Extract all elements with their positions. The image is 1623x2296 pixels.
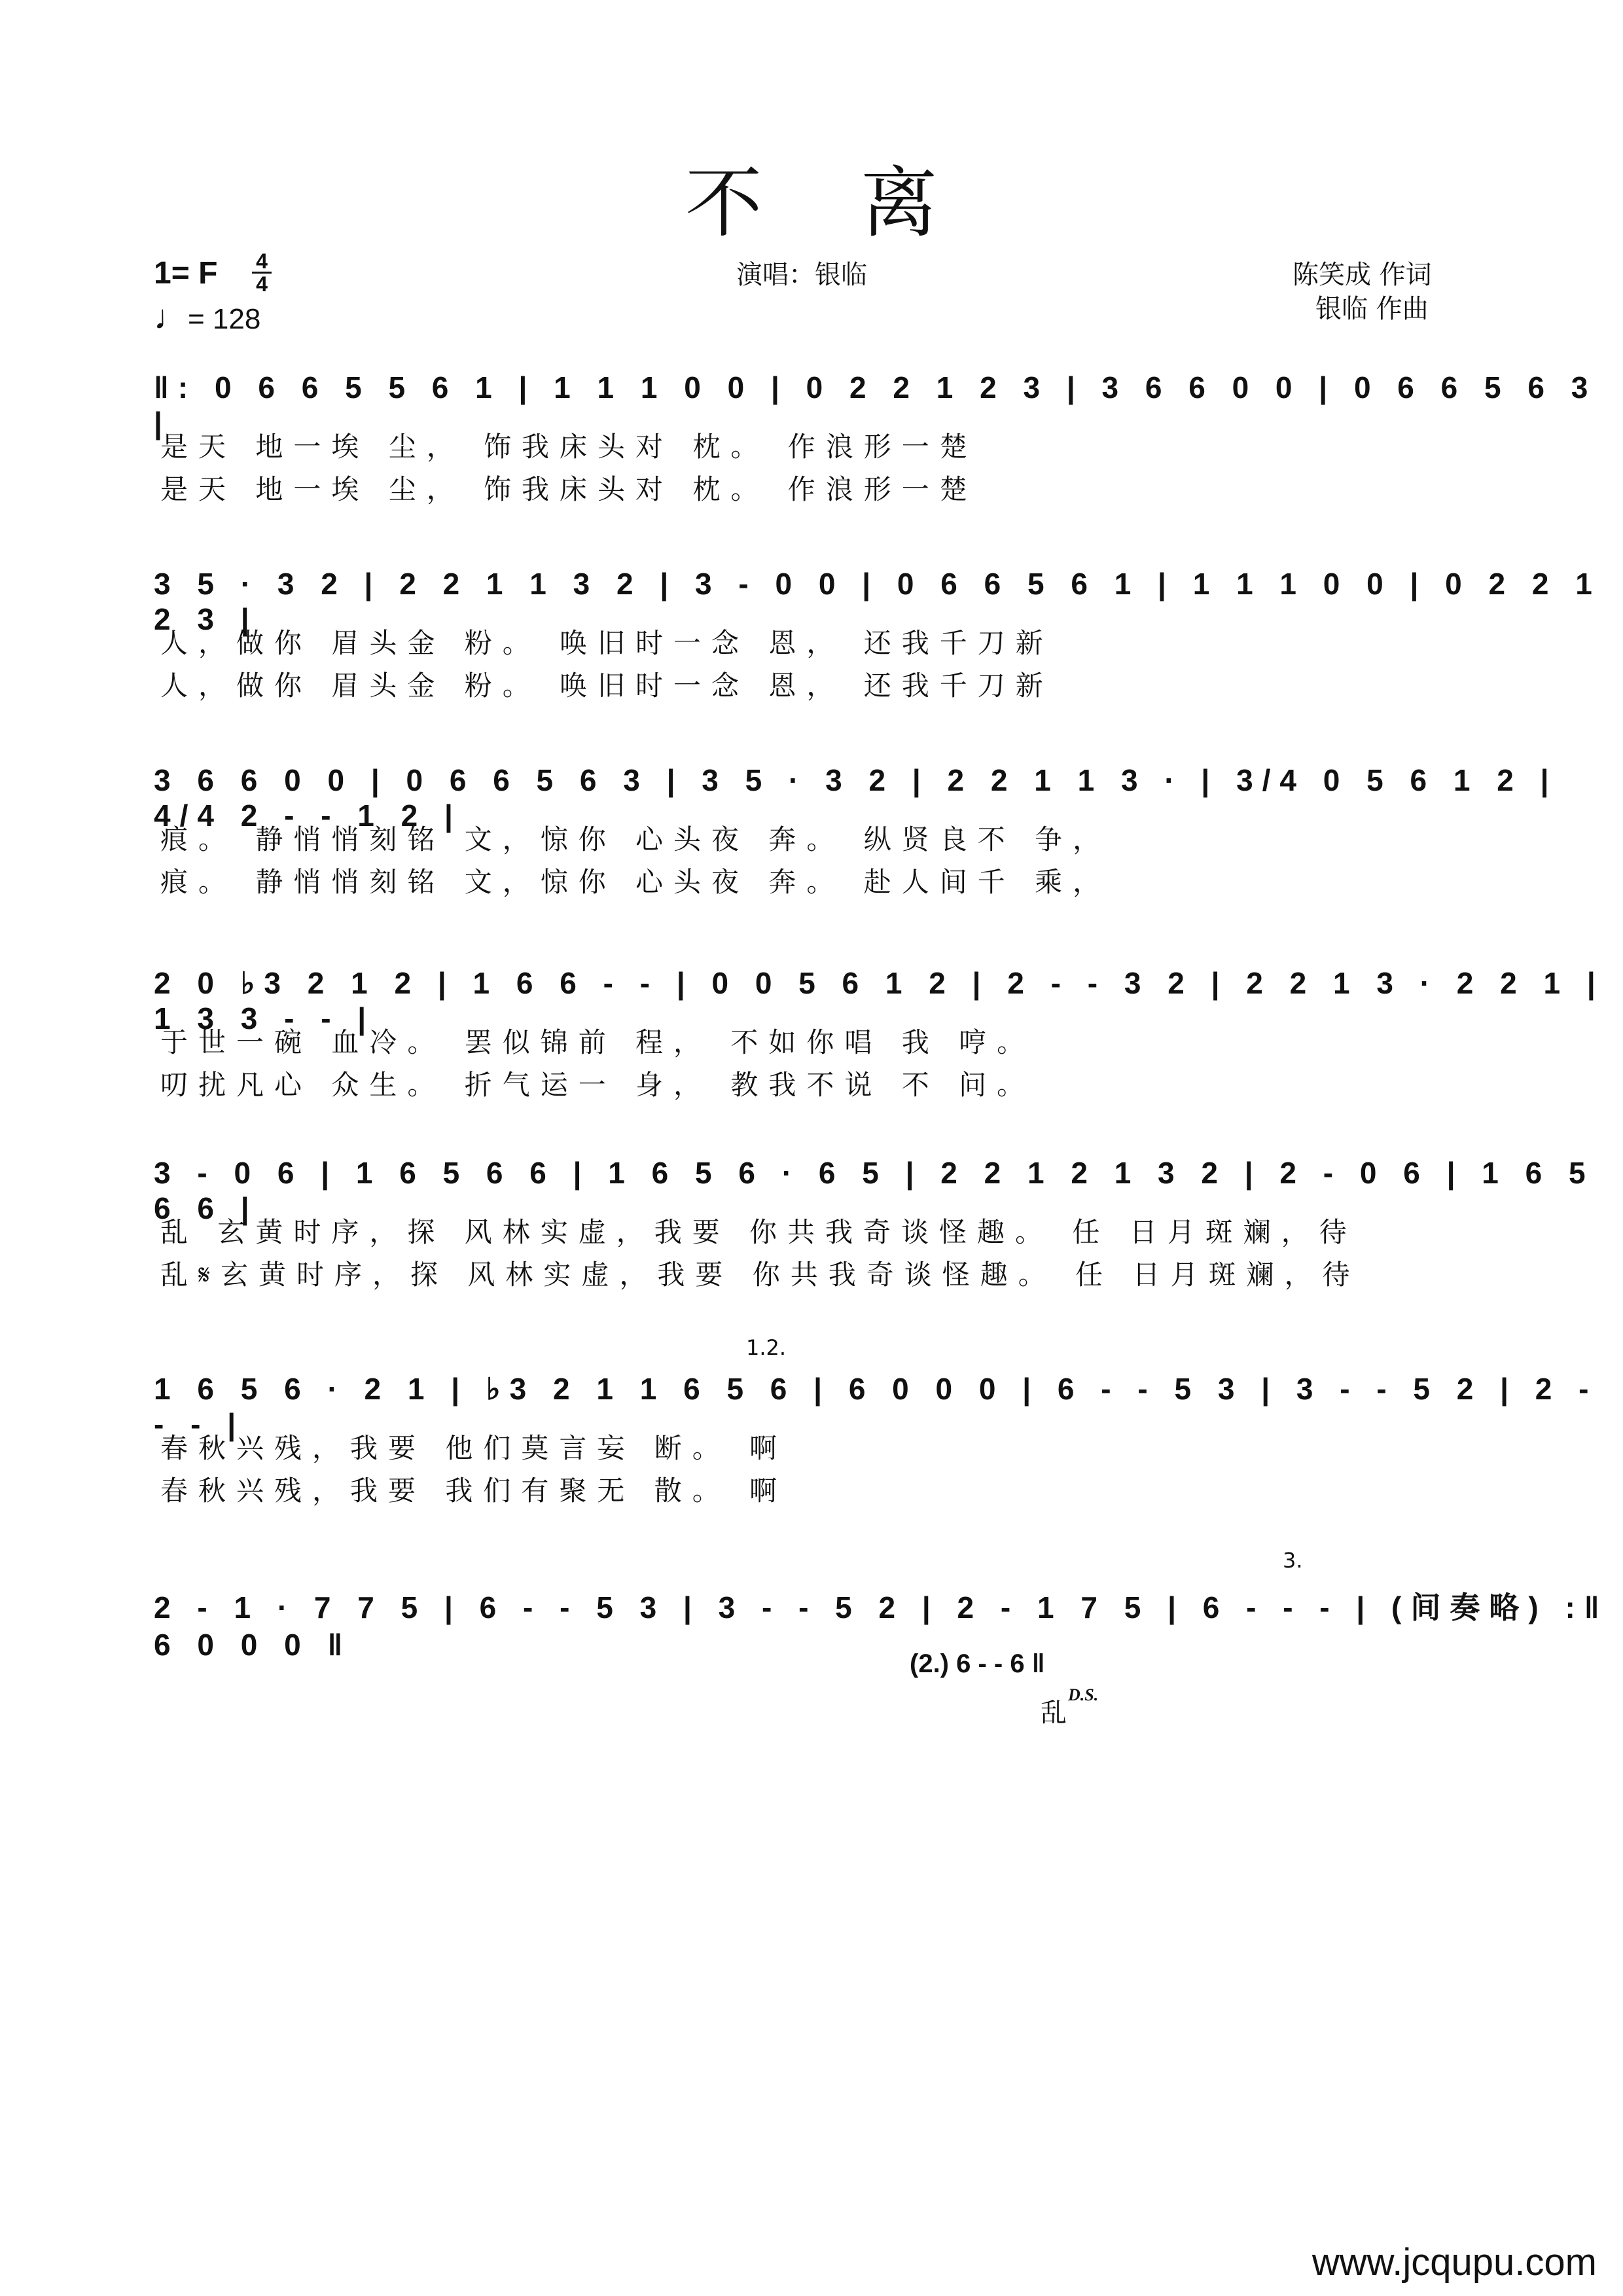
tempo-value: = 128	[188, 303, 261, 335]
lyric-verse-2: 春秋兴残，我要 我们有聚无 散。 啊	[160, 1475, 788, 1507]
lyric-verse-1: 痕。 静悄悄刻铭 文，惊你 心头夜 奔。 纵贤良不 争，	[160, 823, 1111, 855]
singer-credit: 演唱：银临	[736, 260, 867, 290]
volta-ending-label: 3.	[1283, 1548, 1303, 1573]
time-signature-top: 4	[256, 249, 268, 273]
time-signature	[252, 251, 272, 294]
score-row-4	[0, 965, 1623, 1162]
lyricist-credit: 陈笑成 作词	[1293, 260, 1432, 290]
lyric-verse-1: 于世一碗 血冷。 罢似锦前 程， 不如你唱 我 哼。	[160, 1026, 1035, 1058]
notation-line: 3 5 · 3 2 | 2 2 1 1 3 2 | 3 - 0 0 | 0 6 6 5 6 1 | 1 1 1 0 0 | 0 2 2 1 2 3 |	[154, 567, 1601, 636]
composer-credit: 银临 作曲	[1315, 294, 1429, 324]
lyric-verse-1: 人，做你 眉头金 粉。 唤旧时一念 恩， 还我千刀新	[160, 627, 1054, 659]
source-watermark: www.jcqupu.com	[1311, 2241, 1597, 2284]
volta-ending-label: 1.2.	[746, 1335, 787, 1360]
time-signature-bottom: 4	[256, 272, 268, 296]
key-signature: 1= F	[154, 256, 218, 291]
lyric-verse-1: 乱 玄黄时序，探 风林实虚，我要 你共我奇谈怪趣。 任 日月斑斓，待	[160, 1216, 1357, 1248]
score-row-3	[0, 762, 1623, 959]
score-row-6	[0, 1335, 1623, 1568]
lyric-verse-1: 春秋兴残，我要 他们莫言妄 断。 啊	[160, 1432, 788, 1464]
lyric-verse-2: 乱𝄋玄黄时序，探 风林实虚，我要 你共我奇谈怪趣。 任 日月斑斓，待	[160, 1259, 1361, 1291]
second-ending-lyric: 乱	[1041, 1698, 1067, 1728]
dal-segno-mark: D.S.	[1068, 1685, 1099, 1704]
notation-line: ‖: 0 6 6 5 5 6 1 | 1 1 1 0 0 | 0 2 2 1 2 3 | 3 6 6 0 0 | 0 6 6 5 6 3 |	[154, 370, 1597, 440]
notation-line: 1 6 5 6 · 2 1 | ♭3 2 1 1 6 5 6 | 6 0 0 0 | 6 - - 5 3 | 3 - - 5 2 | 2 - - - |	[154, 1372, 1598, 1441]
notation-line: 3 6 6 0 0 | 0 6 6 5 6 3 | 3 5 · 3 2 | 2 2 1 1 3 · | 3/4 0 5 6 1 2 | 4/4 2 - - 1 2 |	[154, 763, 1558, 833]
song-title: 不离	[685, 158, 1036, 248]
score-row-2	[0, 566, 1623, 762]
lyric-verse-2: 是天 地一埃 尘， 饰我床头对 枕。 作浪形一楚	[160, 473, 978, 505]
second-ending-notes: (2.) 6 - - 6 ‖	[910, 1649, 1045, 1678]
quarter-note-icon: ♩	[154, 298, 188, 336]
notation-line: 3 - 0 6 | 1 6 5 6 6 | 1 6 5 6 · 6 5 | 2 2 1 2 1 3 2 | 2 - 0 6 | 1 6 5 6 6 |	[154, 1156, 1595, 1225]
score-row-1	[0, 370, 1623, 566]
lyric-verse-1: 是天 地一埃 尘， 饰我床头对 枕。 作浪形一楚	[160, 431, 978, 463]
lyric-verse-2: 痕。 静悄悄刻铭 文，惊你 心头夜 奔。 赴人间千 乘，	[160, 866, 1111, 898]
lyric-verse-2: 人，做你 眉头金 粉。 唤旧时一念 恩， 还我千刀新	[160, 670, 1054, 702]
score-row-7	[0, 1548, 1623, 1780]
tempo-marking	[154, 298, 260, 337]
lyric-verse-2: 叨扰凡心 众生。 折气运一 身， 教我不说 不 问。	[160, 1069, 1035, 1101]
notation-line: 2 0 ♭3 2 1 2 | 1 6 6 - - | 0 0 5 6 1 2 | 2 - - 3 2 | 2 2 1 3 · 2 2 1 | 1 3 3 - - |	[154, 966, 1605, 1035]
score-row-5	[0, 1155, 1623, 1352]
notation-line: 2 - 1 · 7 7 5 | 6 - - 5 3 | 3 - - 5 2 | 2 - 1 7 5 | 6 - - - | (间奏略) :‖ 6 0 0 0 ‖	[154, 1590, 1609, 1662]
